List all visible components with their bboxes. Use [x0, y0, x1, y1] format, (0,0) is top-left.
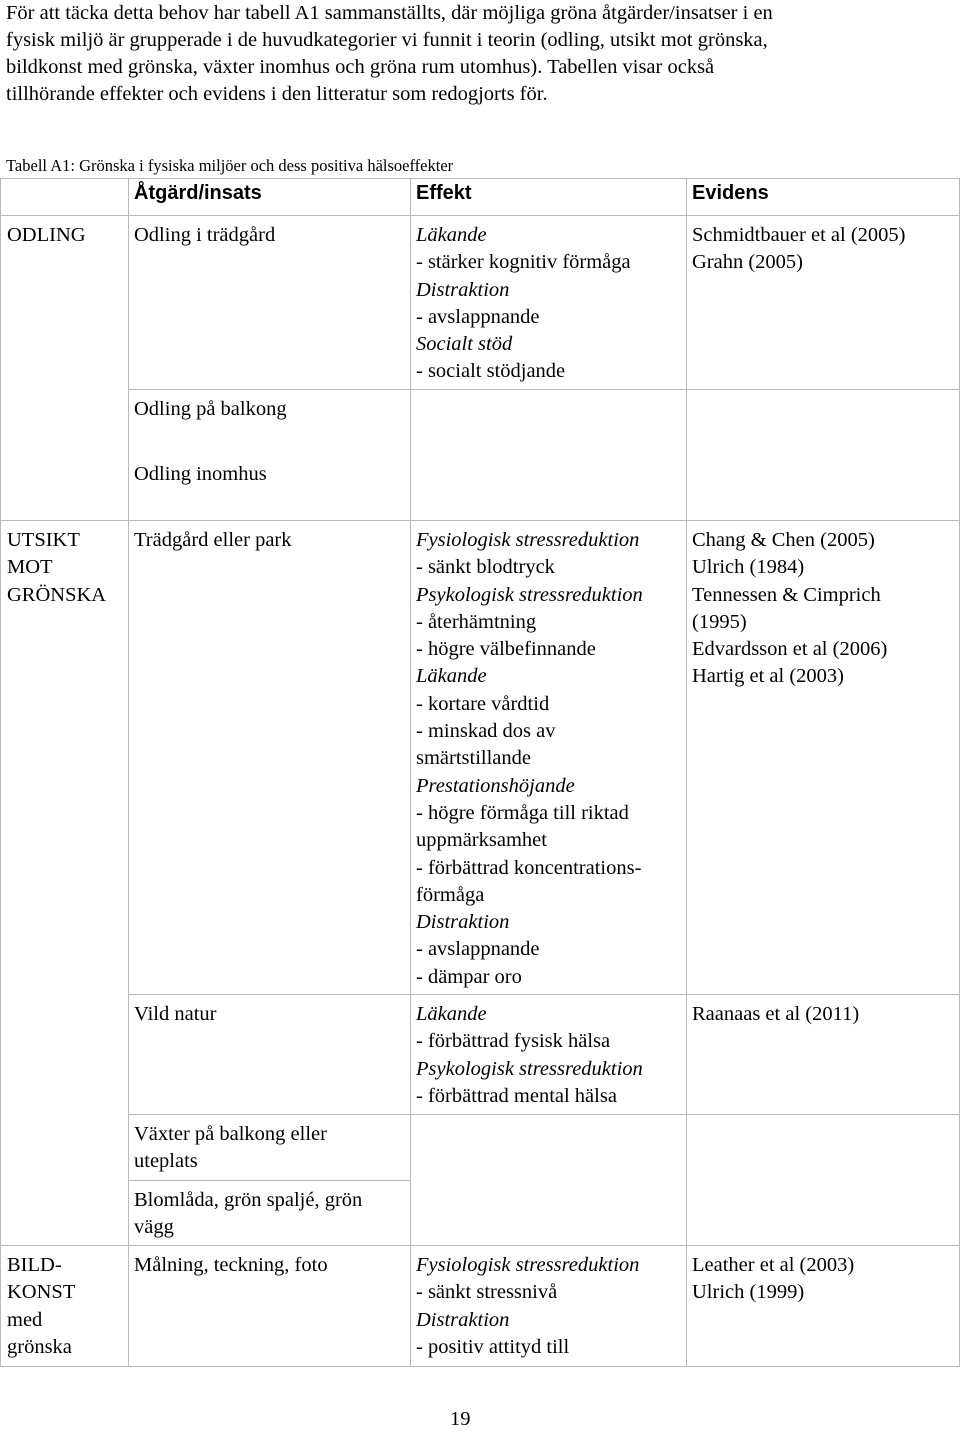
category-line: med — [7, 1308, 43, 1331]
intro-line: bildkonst med grönska, växter inomhus och gröna rum utomhus). Tabellen visar också — [6, 56, 715, 78]
column-border — [0, 178, 1, 1367]
column-border — [410, 178, 411, 1367]
effect-line: Distraktion — [416, 1308, 510, 1331]
table-cell-action — [134, 1001, 216, 1028]
evidence-line: Leather et al (2003) — [692, 1254, 855, 1276]
evidence-line: Ulrich (1999) — [692, 1281, 805, 1304]
action-line: Odling på balkong — [134, 398, 287, 420]
table-cell-effect — [416, 1001, 643, 1110]
effect-line: - högre välbefinnande — [416, 638, 596, 661]
evidence-line: Grahn (2005) — [692, 251, 804, 274]
effect-line: Distraktion — [416, 911, 510, 934]
evidence-line: (1995) — [692, 610, 747, 633]
action-line: vägg — [134, 1216, 174, 1239]
effect-line: förmåga — [416, 883, 485, 906]
action-line: Odling inomhus — [134, 463, 267, 485]
table-bottom-border — [0, 1366, 960, 1367]
effect-line: Läkande — [416, 665, 487, 688]
table-cell-action — [134, 1187, 362, 1242]
category-line: GRÖNSKA — [7, 583, 107, 606]
action-line: Växter på balkong eller — [134, 1123, 327, 1145]
effect-line: Socialt stöd — [416, 333, 513, 356]
page-number: 19 — [450, 1408, 471, 1430]
effect-line: uppmärksamhet — [416, 829, 547, 852]
header-action: Åtgärd/insats — [134, 182, 262, 204]
table-cell-action — [134, 396, 287, 423]
intro-line: För att täcka detta behov har tabell A1 sammanställts, där möjliga gröna åtgärder/insatser i en — [6, 2, 773, 24]
action-line: Målning, teckning, foto — [134, 1254, 328, 1276]
table-cell-evidence — [692, 1001, 859, 1028]
row-divider — [128, 1180, 410, 1181]
section-divider — [0, 1245, 960, 1246]
category-line: KONST — [7, 1281, 76, 1304]
action-line: Trädgård eller park — [134, 529, 292, 551]
table-cell-category — [7, 1252, 75, 1361]
effect-line: - positiv attityd till — [416, 1335, 570, 1358]
evidence-line: Ulrich (1984) — [692, 556, 805, 579]
effect-line: - förbättrad fysisk hälsa — [416, 1030, 611, 1053]
evidence-line: Tennessen & Cimprich — [692, 583, 881, 606]
effect-line: - sänkt blodtryck — [416, 556, 555, 579]
category-line: grönska — [7, 1335, 72, 1358]
table-cell-evidence — [692, 1252, 854, 1307]
section-divider — [0, 520, 960, 521]
evidence-line: Raanaas et al (2011) — [692, 1003, 860, 1025]
table-cell-category — [7, 222, 86, 249]
intro-paragraph — [6, 0, 956, 108]
category-line: BILD- — [7, 1254, 62, 1276]
intro-line: tillhörande effekter och evidens i den litteratur som redogjorts för. — [6, 83, 548, 105]
table-cell-effect — [416, 1252, 639, 1361]
effect-line: Psykologisk stressreduktion — [416, 583, 643, 606]
evidence-line: Edvardsson et al (2006) — [692, 638, 888, 661]
action-line: Vild natur — [134, 1003, 217, 1025]
category-line: UTSIKT — [7, 529, 80, 551]
table-cell-category — [7, 527, 106, 609]
effect-line: Psykologisk stressreduktion — [416, 1057, 643, 1080]
column-border — [686, 178, 687, 1367]
category-line: MOT — [7, 556, 53, 579]
table-top-border — [0, 178, 960, 179]
table-cell-effect — [416, 527, 643, 991]
effect-line: - stärker kognitiv förmåga — [416, 251, 631, 274]
effect-line: Fysiologisk stressreduktion — [416, 1254, 640, 1276]
evidence-line: Hartig et al (2003) — [692, 665, 844, 688]
category-line: ODLING — [7, 224, 86, 246]
row-divider — [128, 994, 960, 995]
effect-line: Fysiologisk stressreduktion — [416, 529, 640, 551]
effect-line: - dämpar oro — [416, 965, 522, 988]
table-cell-action — [134, 1121, 327, 1176]
header-evidence: Evidens — [692, 182, 769, 204]
table-cell-effect — [416, 222, 631, 386]
table-cell-action — [134, 527, 292, 554]
table-cell-evidence — [692, 222, 905, 277]
evidence-line: Chang & Chen (2005) — [692, 529, 875, 551]
effect-line: - förbättrad koncentrations- — [416, 856, 642, 879]
effect-line: - socialt stödjande — [416, 360, 566, 383]
effect-line: - sänkt stressnivå — [416, 1281, 558, 1304]
effect-line: - förbättrad mental hälsa — [416, 1084, 617, 1107]
evidence-line: Schmidtbauer et al (2005) — [692, 224, 906, 246]
effect-line: - högre förmåga till riktad — [416, 801, 629, 824]
table-cell-action — [134, 461, 267, 488]
table-header-divider — [0, 215, 960, 216]
intro-line: fysisk miljö är grupperade i de huvudkategorier vi funnit i teorin (odling, utsikt mot grönska, — [6, 29, 768, 51]
effect-line: - minskad dos av — [416, 720, 556, 743]
effect-line: Prestationshöjande — [416, 774, 575, 797]
effect-line: Distraktion — [416, 278, 510, 301]
row-divider — [128, 1114, 960, 1115]
effect-line: Läkande — [416, 224, 487, 246]
table-cell-action — [134, 1252, 328, 1279]
table-caption: Tabell A1: Grönska i fysiska miljöer och dess positiva hälsoeffekter — [6, 156, 454, 175]
effect-line: - avslappnande — [416, 938, 540, 961]
effect-line: - avslappnande — [416, 305, 540, 328]
column-border — [128, 178, 129, 1367]
effect-line: Läkande — [416, 1003, 487, 1025]
action-line: Blomlåda, grön spaljé, grön — [134, 1189, 363, 1211]
effect-line: - kortare vårdtid — [416, 692, 550, 715]
table-cell-action — [134, 222, 275, 249]
effect-line: smärtstillande — [416, 747, 532, 770]
header-effect: Effekt — [416, 182, 472, 204]
action-line: Odling i trädgård — [134, 224, 276, 246]
action-line: uteplats — [134, 1150, 198, 1173]
table-cell-evidence — [692, 527, 887, 691]
row-divider — [128, 389, 960, 390]
effect-line: - återhämtning — [416, 610, 537, 633]
